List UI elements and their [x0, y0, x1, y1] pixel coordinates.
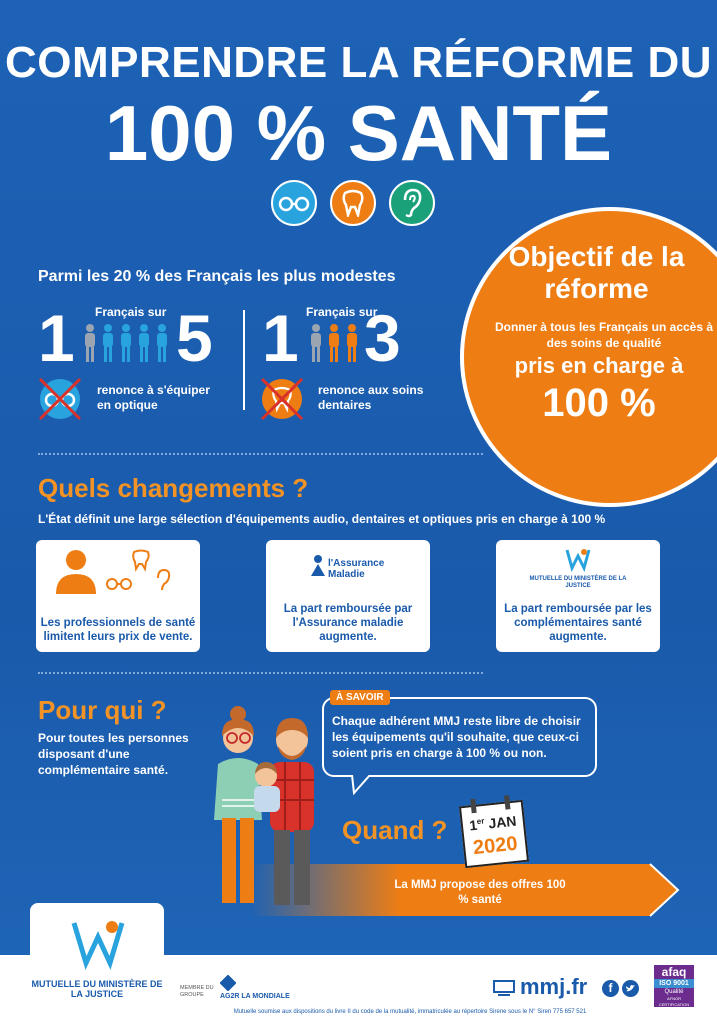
- professional-icons: [50, 546, 190, 598]
- legal-notice: Mutuelle soumise aux dispositions du livre II du code de la mutualité, immatriculée au répertoire Sirene sous le N° Siren 775 657 521: [233, 1009, 587, 1015]
- mmj-logo-box: [30, 903, 164, 1003]
- people-1-of-5-icon: [82, 322, 172, 366]
- dentaire-desc: renonce aux soins dentaires: [318, 383, 424, 412]
- mmj-logo-small: [564, 546, 592, 574]
- site-link[interactable]: mmj.fr: [520, 974, 588, 999]
- card-professionnels-text: Les professionnels de santé limitent leurs prix de vente.: [40, 617, 196, 643]
- dentaire-label: Français sur: [306, 305, 378, 319]
- family-illustration: [200, 700, 330, 915]
- bubble-tail: [350, 775, 380, 795]
- quand-title: Quand ?: [342, 815, 448, 845]
- calendar-icon: [459, 800, 529, 868]
- assurance-maladie-logo: [308, 554, 328, 576]
- pourqui-title: Pour qui ?: [38, 695, 167, 725]
- divider-dotted-1: [38, 453, 483, 455]
- tooth-icon: [330, 180, 376, 226]
- quand-offer: La MMJ propose des offres 100 % santé: [394, 879, 566, 906]
- glasses-icon: [271, 180, 317, 226]
- optique-num1: 1: [38, 301, 75, 375]
- dentaire-num2: 3: [364, 301, 401, 375]
- dentaire-num1: 1: [262, 301, 299, 375]
- divider-dotted-2: [38, 672, 483, 674]
- optique-desc: renonce à s'équiper en optique: [97, 383, 210, 412]
- people-1-of-3-icon: [308, 322, 364, 366]
- afaq-badge: afaq ISO 9001 Qualité AFNOR CERTIFICATION: [654, 965, 694, 1007]
- stats-heading: Parmi les 20 % des Français les plus modestes: [38, 268, 396, 285]
- ear-icon: [389, 180, 435, 226]
- calendar-year: 2020: [471, 832, 519, 860]
- calendar-ring-left: [470, 799, 476, 813]
- card-assurance-maladie: [266, 540, 430, 652]
- no-tooth-icon: [258, 375, 306, 423]
- stats-divider: [243, 310, 245, 410]
- page-title-line1: COMPRENDRE LA RÉFORME DU: [4, 38, 713, 87]
- mmj-logo-icon: [70, 915, 126, 971]
- objectif-percent: 100 %: [542, 381, 656, 425]
- ag2r-logo-icon: [220, 975, 236, 991]
- twitter-icon[interactable]: [622, 980, 639, 997]
- page-title-line2: 100 % SANTÉ: [104, 89, 613, 177]
- changements-intro: L'État définit une large sélection d'équipements audio, dentaires et optiques pris en charge à 100 %: [38, 512, 606, 526]
- mmj-logo-small-text: MUTUELLE DU MINISTÈRE DE LA JUSTICE: [529, 576, 627, 589]
- calendar-ring-right: [504, 795, 510, 809]
- facebook-icon[interactable]: f: [602, 980, 619, 997]
- pourqui-text: Pour toutes les personnes disposant d'une complémentaire santé.: [38, 731, 189, 777]
- savoir-badge: À SAVOIR: [330, 690, 390, 705]
- objectif-emphasis: pris en charge à: [514, 353, 684, 378]
- objectif-circle: [460, 207, 717, 507]
- membre-groupe: MEMBRE DU GROUPE: [180, 985, 214, 998]
- mmj-logo-text: MUTUELLE DU MINISTÈRE DE LA JUSTICE: [31, 979, 163, 999]
- card-complementaires-text: La part remboursée par les complémentaires santé augmente.: [504, 603, 652, 643]
- objectif-text: Donner à tous les Français un accès à des soins de qualité: [494, 320, 714, 350]
- computer-icon: [493, 980, 515, 996]
- optique-label: Français sur: [95, 305, 167, 319]
- objectif-title: Objectif de la réforme: [508, 241, 685, 304]
- ag2r-text: AG2R LA MONDIALE: [220, 993, 290, 1000]
- card-assurance-maladie-text: La part remboursée par l'Assurance maladie augmente.: [283, 603, 413, 643]
- optique-num2: 5: [176, 301, 213, 375]
- card-professionnels: [36, 540, 200, 652]
- no-glasses-icon: [36, 375, 84, 423]
- calendar-date: 1er JAN: [468, 812, 518, 834]
- savoir-text: Chaque adhérent MMJ reste libre de choisir les équipements qu'il souhaite, que ceux-ci soient pris en charge à 100 % ou non.: [332, 714, 581, 760]
- card-complementaires: [496, 540, 660, 652]
- changements-title: Quels changements ?: [38, 473, 309, 503]
- assurance-maladie-logo-text: l'Assurance Maladie: [328, 558, 385, 580]
